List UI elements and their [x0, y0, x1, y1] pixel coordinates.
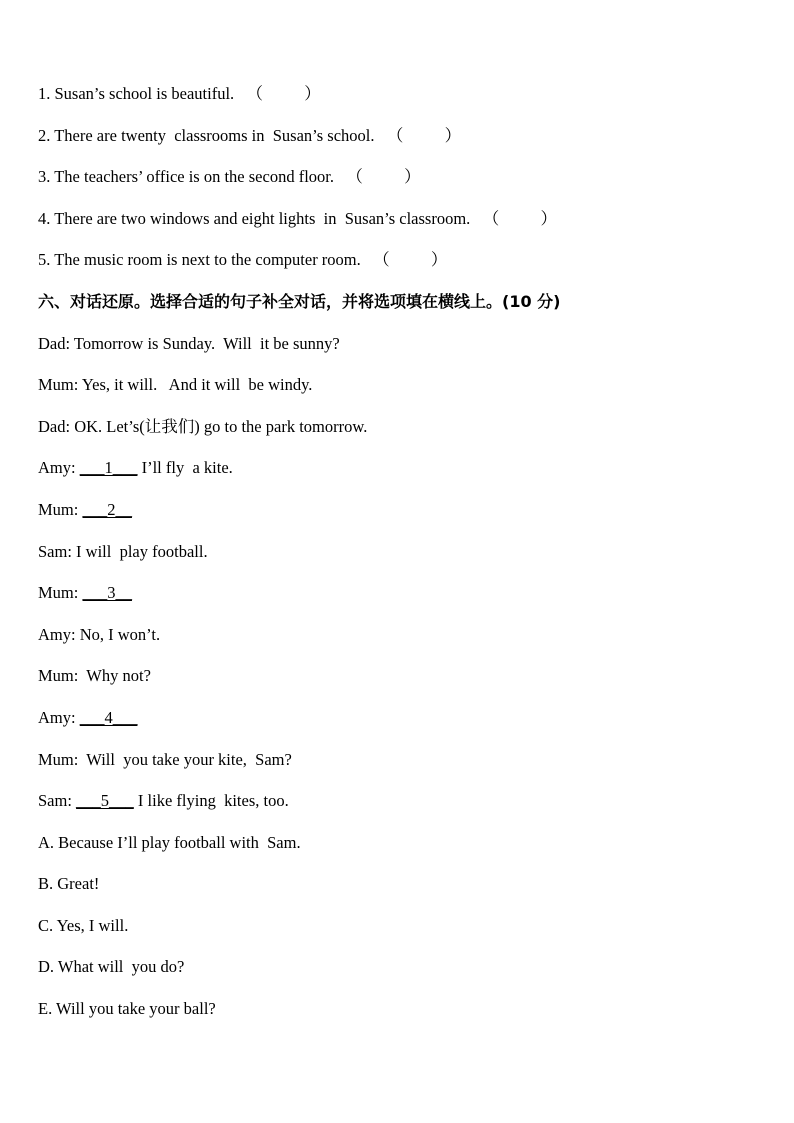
statement-text: 5. The music room is next to the computer room. [38, 250, 361, 270]
speaker: Amy: [38, 624, 76, 644]
answer-parentheses[interactable]: （ ） [482, 208, 557, 228]
answer-parentheses[interactable]: （ ） [386, 125, 462, 145]
worksheet-page [38, 84, 768, 1041]
dialogue-text: I will play football. [71, 541, 208, 561]
true-false-item-3 [38, 167, 768, 187]
dialogue-line-10 [38, 708, 768, 728]
answer-blank-2[interactable]: ___2__ [82, 499, 132, 519]
dialogue-line-12 [38, 791, 768, 811]
dialogue-line-8 [38, 625, 768, 645]
dialogue-text: No, I won’t. [75, 624, 161, 644]
speaker: Dad: [38, 333, 71, 353]
option-d: D. What will you do? [38, 957, 185, 977]
speaker: Sam: [38, 791, 72, 811]
dialogue-line-2 [38, 375, 768, 395]
speaker: Mum: [38, 375, 79, 395]
statement-text: 3. The teachers’ office is on the second floor. [38, 167, 334, 187]
speaker: Mum: [38, 666, 79, 686]
dialogue-line-7 [38, 583, 768, 603]
answer-blank-3[interactable]: ___3__ [82, 583, 132, 603]
dialogue-line-4 [38, 458, 768, 478]
dialogue-line-6 [38, 542, 768, 562]
dialogue-line-3 [38, 417, 768, 437]
speaker: Mum: [38, 499, 79, 519]
true-false-item-5 [38, 250, 768, 270]
statement-text: 2. There are twenty classrooms in Susan’s school. [38, 125, 375, 145]
statement-text: 4. There are two windows and eight lights in Susan’s classroom. [38, 208, 471, 228]
option-b: B. Great! [38, 874, 100, 894]
true-false-item-1 [38, 84, 768, 104]
answer-parentheses[interactable]: （ ） [346, 167, 421, 187]
answer-parentheses[interactable]: （ ） [373, 250, 448, 270]
option-c: C. Yes, I will. [38, 915, 129, 935]
dialogue-text: I like flying kites, too. [133, 791, 289, 811]
answer-blank-1[interactable]: ___1___ [79, 458, 138, 478]
option-a: A. Because I’ll play football with Sam. [38, 832, 301, 852]
answer-blank-4[interactable]: ___4___ [79, 707, 138, 727]
dialogue-text: I’ll fly a kite. [137, 458, 233, 478]
statement-text: 1. Susan’s school is beautiful. [38, 84, 235, 103]
speaker: Mum: [38, 583, 79, 603]
answer-parentheses[interactable]: （ ） [246, 84, 321, 103]
dialogue-line-11 [38, 750, 768, 770]
speaker: Dad: [38, 416, 71, 436]
dialogue-text: OK. Let’s(让我们) go to the park tomorrow. [70, 416, 368, 436]
true-false-item-2 [38, 126, 768, 146]
speaker: Amy: [38, 707, 76, 727]
answer-blank-5[interactable]: ___5___ [76, 791, 134, 811]
option-e: E. Will you take your ball? [38, 999, 216, 1019]
dialogue-line-9 [38, 666, 768, 686]
true-false-item-4 [38, 209, 768, 229]
section-heading: 六、对话还原。选择合适的句子补全对话，并将选项填在横线上。(10 分) [38, 291, 561, 311]
dialogue-text: Why not? [78, 666, 151, 686]
speaker: Mum: [38, 749, 79, 769]
speaker: Sam: [38, 541, 72, 561]
speaker: Amy: [38, 458, 76, 478]
dialogue-text: Will you take your kite, Sam? [78, 749, 292, 769]
dialogue-text: Yes, it will. And it will be windy. [78, 375, 313, 395]
dialogue-text: Tomorrow is Sunday. Will it be sunny? [70, 333, 340, 353]
dialogue-line-5 [38, 500, 768, 520]
dialogue-line-1 [38, 334, 768, 354]
